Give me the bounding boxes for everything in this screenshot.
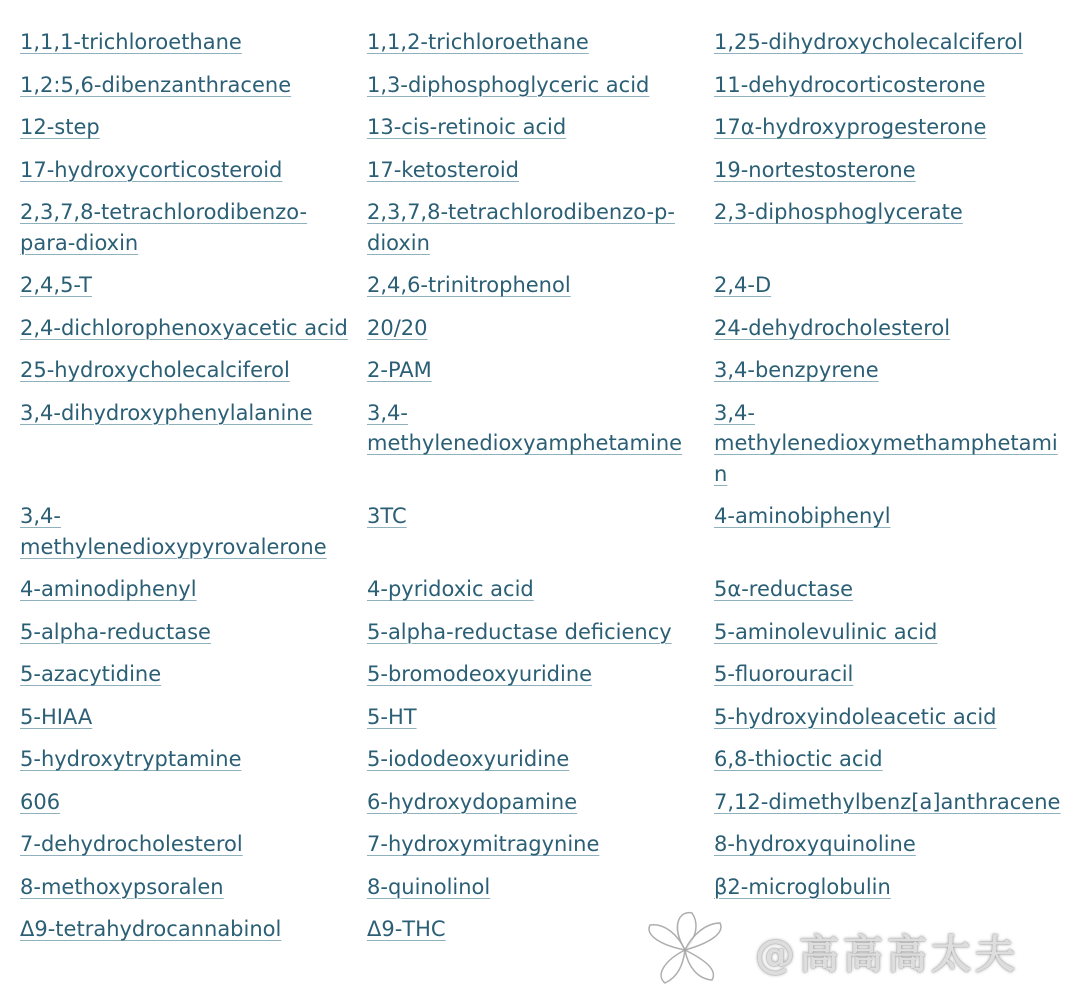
term-link[interactable]: 6,8-thioctic acid <box>714 747 883 771</box>
term-link[interactable]: 5-HIAA <box>20 704 93 729</box>
term-link[interactable]: 3,4-dihydroxyphenylalanine <box>20 400 313 425</box>
term-link[interactable]: 3,4-methylenedioxyamphetamine <box>367 400 683 455</box>
term-link[interactable]: 1,1,2-trichloroethane <box>367 30 589 54</box>
term-link[interactable]: 12-step <box>20 115 100 139</box>
term-link[interactable]: 2,4-D <box>714 273 772 297</box>
term-link[interactable]: 2,4-dichlorophenoxyacetic acid <box>20 315 348 340</box>
term-link[interactable]: 3TC <box>367 504 407 528</box>
term-link[interactable]: 8-quinolinol <box>367 874 491 899</box>
term-link[interactable]: 25-hydroxycholecalciferol <box>20 358 290 382</box>
term-link[interactable]: 7-dehydrocholesterol <box>20 832 243 856</box>
term-index-grid <box>20 27 1080 945</box>
term-link[interactable]: Δ9-THC <box>367 917 446 941</box>
term-link[interactable]: 2-PAM <box>367 358 432 382</box>
term-link[interactable]: 3,4-methylenedioxypyrovalerone <box>20 504 327 559</box>
term-link[interactable]: Δ9-tetrahydrocannabinol <box>20 917 282 941</box>
term-link[interactable]: 4-pyridoxic acid <box>367 577 534 601</box>
term-link[interactable]: 24-dehydrocholesterol <box>714 315 951 340</box>
term-link[interactable]: 1,1,1-trichloroethane <box>20 30 242 54</box>
term-link[interactable]: 3,4-methylenedioxymethamphetamin <box>714 400 1058 486</box>
term-link[interactable]: 5-hydroxytryptamine <box>20 747 242 771</box>
term-link[interactable]: 20/20 <box>367 315 428 340</box>
term-link[interactable]: 19-nortestosterone <box>714 157 916 182</box>
term-link[interactable]: 4-aminodiphenyl <box>20 577 197 601</box>
term-link[interactable]: 5-fluorouracil <box>714 662 854 686</box>
term-link[interactable]: 5-iododeoxyuridine <box>367 747 570 771</box>
term-link[interactable]: 606 <box>20 789 61 814</box>
term-link[interactable]: β2-microglobulin <box>714 874 891 899</box>
term-link[interactable]: 1,25-dihydroxycholecalciferol <box>714 30 1024 54</box>
term-link[interactable]: 5α-reductase <box>714 577 854 601</box>
term-link[interactable]: 1,2:5,6-dibenzanthracene <box>20 72 292 97</box>
term-link[interactable]: 7,12-dimethylbenz[a]anthracene <box>714 789 1061 814</box>
term-link[interactable]: 7-hydroxymitragynine <box>367 832 600 856</box>
watermark-text: @高高高太夫 <box>755 932 1019 978</box>
term-link[interactable]: 17-ketosteroid <box>367 157 519 182</box>
term-link[interactable]: 2,4,6-trinitrophenol <box>367 273 571 297</box>
term-link[interactable]: 3,4-benzpyrene <box>714 358 879 382</box>
term-link[interactable]: 5-alpha-reductase deficiency <box>367 619 672 644</box>
term-link[interactable]: 2,3,7,8-tetrachlorodibenzo-p-dioxin <box>367 200 675 255</box>
term-link[interactable]: 8-methoxypsoralen <box>20 874 224 899</box>
term-link[interactable]: 5-HT <box>367 704 417 729</box>
term-link[interactable]: 5-hydroxyindoleacetic acid <box>714 704 997 729</box>
term-link[interactable]: 5-alpha-reductase <box>20 619 211 644</box>
term-link[interactable]: 6-hydroxydopamine <box>367 789 578 814</box>
term-link[interactable]: 17-hydroxycorticosteroid <box>20 157 283 182</box>
term-link[interactable]: 5-azacytidine <box>20 662 162 686</box>
term-link[interactable]: 2,3-diphosphoglycerate <box>714 200 963 224</box>
term-link[interactable]: 4-aminobiphenyl <box>714 504 891 528</box>
term-link[interactable]: 11-dehydrocorticosterone <box>714 72 986 97</box>
term-link[interactable]: 5-bromodeoxyuridine <box>367 662 593 686</box>
term-link[interactable]: 2,4,5-T <box>20 273 92 297</box>
term-link[interactable]: 13-cis-retinoic acid <box>367 115 567 139</box>
term-link[interactable]: 2,3,7,8-tetrachlorodibenzo-para-dioxin <box>20 200 308 255</box>
term-link[interactable]: 1,3-diphosphoglyceric acid <box>367 72 650 97</box>
term-link[interactable]: 8-hydroxyquinoline <box>714 832 916 856</box>
term-link[interactable]: 17α-hydroxyprogesterone <box>714 115 987 139</box>
term-link[interactable]: 5-aminolevulinic acid <box>714 619 938 644</box>
